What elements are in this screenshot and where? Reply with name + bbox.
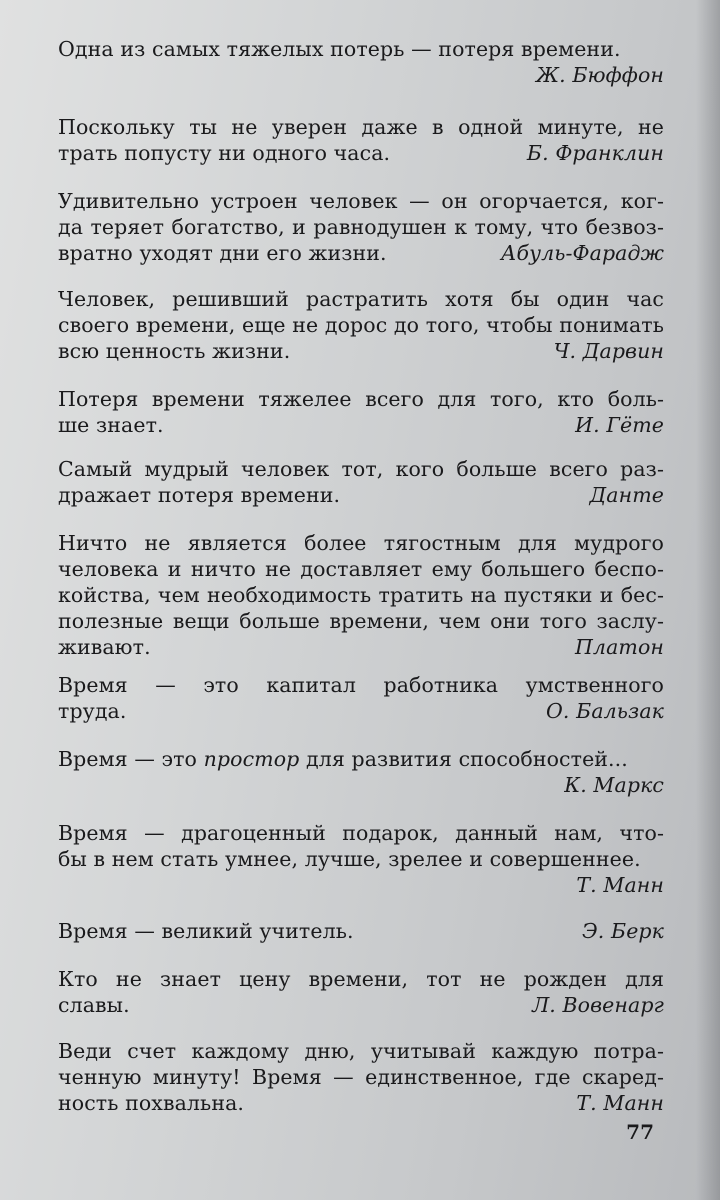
quote-line: бы в нем стать умнее, лучше, зрелее и совершеннее. (58, 847, 641, 871)
quote-line: Самый мудрый человек тот, кого больше всего раз- (58, 457, 664, 481)
page-number: 77 (626, 1120, 654, 1144)
quote-line: Кто не знает цену времени, тот не рожден для (58, 967, 664, 991)
quote-line: трать попусту ни одного часа. (58, 141, 391, 165)
page-edge-shadow (696, 0, 720, 1200)
quote-balzac (58, 672, 664, 724)
quote-line: ше знает. (58, 413, 164, 437)
quote-mann-2 (58, 1038, 664, 1116)
quote-author: Т. Манн (576, 1091, 664, 1115)
quote-line (58, 746, 664, 772)
quote-line: полезные вещи больше времени, чем они того заслу- (58, 609, 664, 633)
quote-abul-faradzh (58, 188, 664, 266)
quote-last-line (58, 140, 664, 166)
quote-text-before: Время — это (58, 747, 204, 771)
quote-marx (58, 746, 664, 798)
quote-line: Удивительно устроен человек — он огорчается, ког- (58, 189, 664, 213)
quote-author: Т. Манн (576, 873, 664, 897)
quote-author: К. Маркс (564, 773, 664, 797)
quote-line: да теряет богатство, и равнодушен к тому, что безвоз- (58, 215, 664, 239)
quote-author: Платон (574, 635, 664, 659)
quote-last-line (58, 992, 664, 1018)
quote-line: Человек, решивший растратить хотя бы один час (58, 287, 664, 311)
quote-author: Б. Франклин (526, 141, 664, 165)
quote-buffon (58, 36, 664, 88)
quote-author: Данте (589, 483, 664, 507)
quote-line: ность похвальна. (58, 1091, 245, 1115)
quote-line: человека и ничто не доставляет ему большего беспо- (58, 557, 664, 581)
quote-darwin (58, 286, 664, 364)
quote-last-line (58, 338, 664, 364)
quote-line: дражает потеря времени. (58, 483, 341, 507)
quote-line: Время — великий учитель. (58, 919, 354, 943)
quote-author: Ж. Бюффон (535, 63, 664, 87)
quote-vauvenargues (58, 966, 664, 1018)
quote-author: Ч. Дарвин (553, 339, 664, 363)
quote-text-after: для развития способностей... (299, 747, 628, 771)
quote-author: Л. Вовенарг (532, 993, 664, 1017)
quote-line: койства, чем необходимость тратить на пустяки и бес- (58, 583, 664, 607)
quote-line: всю ценность жизни. (58, 339, 291, 363)
quote-line: вратно уходят дни его жизни. (58, 241, 387, 265)
quote-line: Поскольку ты не уверен даже в одной минуте, не (58, 115, 664, 139)
quote-burke (58, 918, 664, 944)
quote-last-line (58, 918, 664, 944)
quote-line: славы. (58, 993, 130, 1017)
quote-last-line (58, 634, 664, 660)
quote-line: труда. (58, 699, 127, 723)
quote-line: Веди счет каждому дню, учитывай каждую потра- (58, 1039, 664, 1063)
quote-line: Время — драгоценный подарок, данный нам, что- (58, 821, 664, 845)
quote-dante (58, 456, 664, 508)
quote-mann-1 (58, 820, 664, 898)
quote-last-line (58, 240, 664, 266)
quote-line: Время — это капитал работника умственного (58, 673, 664, 697)
quote-author: Абуль-Фарадж (500, 241, 664, 265)
quote-line: Потеря времени тяжелее всего для того, кто боль- (58, 387, 664, 411)
quote-author: О. Бальзак (546, 699, 664, 723)
quote-line: Одна из самых тяжелых потерь — потеря времени. (58, 37, 621, 61)
quote-line: Ничто не является более тягостным для мудрого (58, 531, 664, 555)
quote-franklin (58, 114, 664, 166)
quote-line: ченную минуту! Время — единственное, где скаред- (58, 1065, 664, 1089)
quote-plato (58, 530, 664, 660)
quote-line: живают. (58, 635, 151, 659)
quote-last-line (58, 1090, 664, 1116)
quote-last-line (58, 482, 664, 508)
quote-last-line (58, 412, 664, 438)
quote-last-line (58, 698, 664, 724)
quote-author: И. Гёте (575, 413, 664, 437)
quote-author: Э. Берк (582, 919, 664, 943)
quote-text-italic: простор (203, 747, 300, 771)
quote-line: своего времени, еще не дорос до того, чтобы понимать (58, 313, 664, 337)
quote-goethe (58, 386, 664, 438)
